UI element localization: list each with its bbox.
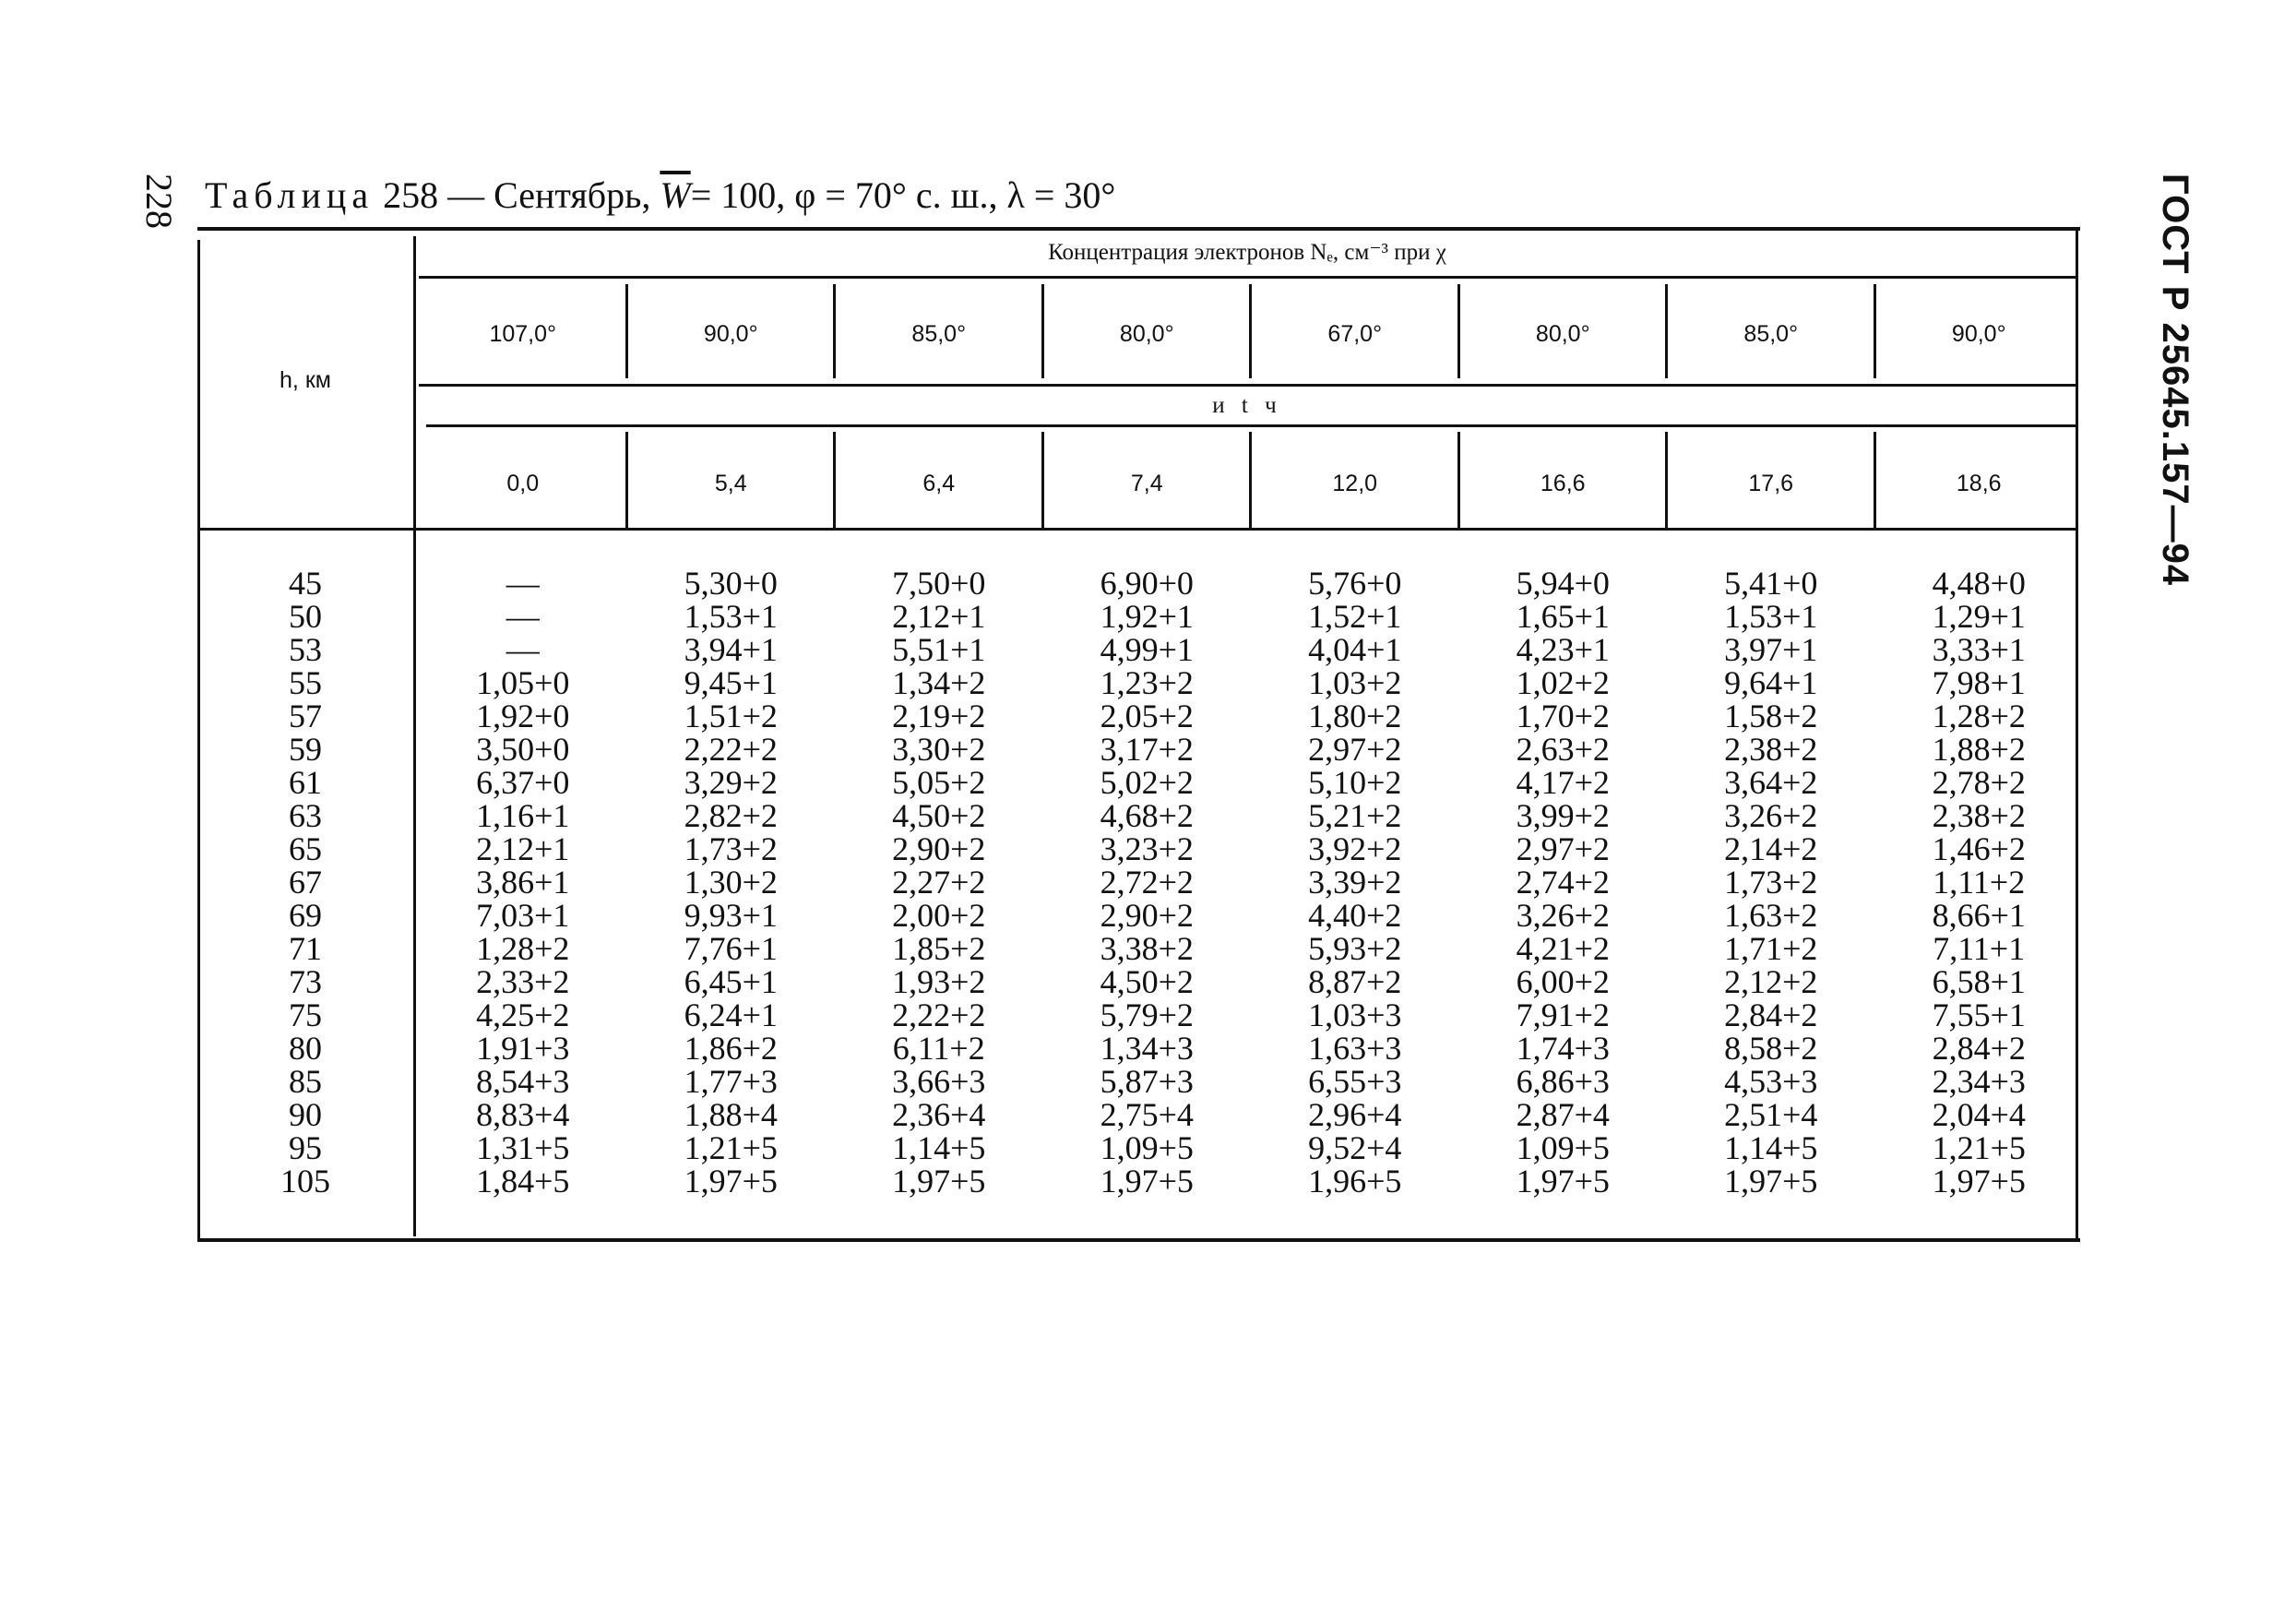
data-column bbox=[419, 567, 627, 1198]
title-w-symbol: $\overline{W}$ bbox=[660, 174, 691, 216]
concentration-cell: 9,45+1 bbox=[684, 664, 778, 701]
concentration-cell: 2,33+2 bbox=[476, 963, 570, 1000]
concentration-cell: 6,45+1 bbox=[684, 963, 778, 1000]
concentration-cell: 1,85+2 bbox=[892, 930, 986, 967]
t-column-separator bbox=[1249, 432, 1252, 528]
concentration-cell: 5,76+0 bbox=[1308, 565, 1402, 602]
concentration-cell: 1,34+3 bbox=[1100, 1030, 1194, 1067]
concentration-cell: 4,50+2 bbox=[1100, 963, 1194, 1000]
title-rest: 258 — Сентябрь, bbox=[383, 174, 651, 216]
h-column-separator bbox=[413, 236, 416, 1236]
concentration-cell: 2,22+2 bbox=[892, 996, 986, 1033]
concentration-cell: 4,25+2 bbox=[476, 996, 570, 1033]
concentration-cell: 1,84+5 bbox=[476, 1163, 570, 1199]
concentration-cell: 3,23+2 bbox=[1100, 830, 1194, 867]
chi-column-separator bbox=[1874, 284, 1876, 378]
concentration-cell: 2,87+4 bbox=[1516, 1096, 1610, 1133]
chi-value: 85,0° bbox=[911, 321, 967, 347]
concentration-cell: 3,66+3 bbox=[892, 1063, 986, 1100]
concentration-cell: 6,37+0 bbox=[476, 764, 570, 801]
concentration-cell: 4,99+1 bbox=[1100, 631, 1194, 668]
concentration-cell: 6,11+2 bbox=[892, 1030, 985, 1067]
chi-row-line bbox=[419, 384, 2076, 387]
concentration-cell: 5,87+3 bbox=[1100, 1063, 1194, 1100]
chi-column-separator bbox=[1249, 284, 1252, 378]
concentration-cell: 2,82+2 bbox=[684, 797, 778, 834]
height-cell: 57 bbox=[289, 698, 322, 734]
concentration-cell: 1,14+5 bbox=[1724, 1129, 1818, 1166]
concentration-cell: 4,68+2 bbox=[1100, 797, 1194, 834]
concentration-cell: 2,00+2 bbox=[892, 897, 986, 934]
height-cell: 67 bbox=[289, 864, 322, 901]
concentration-cell: 4,50+2 bbox=[892, 797, 986, 834]
concentration-cell: 2,75+4 bbox=[1100, 1096, 1194, 1133]
concentration-cell: 5,02+2 bbox=[1100, 764, 1194, 801]
concentration-cell: 1,51+2 bbox=[684, 698, 778, 734]
concentration-cell: 3,33+1 bbox=[1932, 631, 2026, 668]
data-column bbox=[1043, 567, 1252, 1198]
concentration-cell: 3,38+2 bbox=[1100, 930, 1194, 967]
data-table bbox=[197, 227, 2080, 1242]
concentration-cell: 8,87+2 bbox=[1308, 963, 1402, 1000]
concentration-cell: 8,54+3 bbox=[476, 1063, 570, 1100]
concentration-cell: 5,21+2 bbox=[1308, 797, 1402, 834]
concentration-cell: 1,97+5 bbox=[892, 1163, 986, 1199]
concentration-cell: 1,21+5 bbox=[684, 1129, 778, 1166]
concentration-cell: 2,78+2 bbox=[1932, 764, 2026, 801]
concentration-cell: 1,88+2 bbox=[1932, 731, 2026, 768]
concentration-cell: 5,30+0 bbox=[684, 565, 778, 602]
concentration-cell: 3,17+2 bbox=[1100, 731, 1194, 768]
concentration-cell: 2,34+3 bbox=[1932, 1063, 2026, 1100]
group-header: Концентрация электронов Nₑ, см⁻³ при χ bbox=[1048, 240, 1446, 265]
data-column bbox=[1459, 567, 1668, 1198]
chi-column-separator bbox=[833, 284, 836, 378]
concentration-cell: 5,51+1 bbox=[892, 631, 986, 668]
t-column-separator bbox=[1457, 432, 1460, 528]
concentration-cell: 4,23+1 bbox=[1516, 631, 1610, 668]
data-column bbox=[627, 567, 836, 1198]
concentration-cell: 2,96+4 bbox=[1308, 1096, 1402, 1133]
concentration-cell: 1,97+5 bbox=[1100, 1163, 1194, 1199]
concentration-cell: 2,04+4 bbox=[1932, 1096, 2026, 1133]
t-value: 12,0 bbox=[1332, 471, 1378, 496]
concentration-cell: 6,24+1 bbox=[684, 996, 778, 1033]
height-cell: 65 bbox=[289, 830, 322, 867]
height-cell: 59 bbox=[289, 731, 322, 768]
concentration-cell: 7,76+1 bbox=[684, 930, 778, 967]
concentration-cell: 2,05+2 bbox=[1100, 698, 1194, 734]
concentration-cell: 3,86+1 bbox=[476, 864, 570, 901]
concentration-cell: 1,92+1 bbox=[1100, 598, 1194, 635]
data-column bbox=[1667, 567, 1875, 1198]
t-value: 18,6 bbox=[1956, 471, 2002, 496]
t-column-separator bbox=[625, 432, 628, 528]
concentration-cell: 7,50+0 bbox=[892, 565, 986, 602]
concentration-cell: 2,84+2 bbox=[1932, 1030, 2026, 1067]
t-column-separator bbox=[1041, 432, 1044, 528]
concentration-cell: 1,28+2 bbox=[476, 930, 570, 967]
concentration-cell: 1,03+2 bbox=[1308, 664, 1402, 701]
concentration-cell: 2,12+1 bbox=[476, 830, 570, 867]
title-prefix: Таблица bbox=[205, 174, 375, 216]
concentration-cell: 5,79+2 bbox=[1100, 996, 1194, 1033]
concentration-cell: 6,90+0 bbox=[1100, 565, 1194, 602]
t-value: 17,6 bbox=[1748, 471, 1794, 496]
concentration-cell: 2,97+2 bbox=[1308, 731, 1402, 768]
concentration-cell: 2,97+2 bbox=[1516, 830, 1610, 867]
concentration-cell: 1,97+5 bbox=[1516, 1163, 1610, 1199]
concentration-cell: 1,53+1 bbox=[1724, 598, 1818, 635]
concentration-cell: 1,93+2 bbox=[892, 963, 986, 1000]
concentration-cell: 1,23+2 bbox=[1100, 664, 1194, 701]
t-value: 6,4 bbox=[922, 471, 956, 496]
concentration-cell: 7,98+1 bbox=[1932, 664, 2026, 701]
concentration-cell: 1,88+4 bbox=[684, 1096, 778, 1133]
page-number: 228 bbox=[138, 173, 180, 229]
concentration-cell: 1,52+1 bbox=[1308, 598, 1402, 635]
concentration-cell: 1,31+5 bbox=[476, 1129, 570, 1166]
concentration-cell: 4,53+3 bbox=[1724, 1063, 1818, 1100]
t-value: 0,0 bbox=[506, 471, 540, 496]
heights-column bbox=[216, 567, 395, 1198]
concentration-cell: 1,91+3 bbox=[476, 1030, 570, 1067]
concentration-cell: 1,86+2 bbox=[684, 1030, 778, 1067]
table-title bbox=[205, 173, 1115, 217]
concentration-cell: 1,70+2 bbox=[1516, 698, 1610, 734]
concentration-cell: — bbox=[506, 565, 540, 602]
concentration-cell: — bbox=[506, 631, 540, 668]
concentration-cell: 1,77+3 bbox=[684, 1063, 778, 1100]
concentration-cell: 1,21+5 bbox=[1932, 1129, 2026, 1166]
height-cell: 61 bbox=[289, 764, 322, 801]
concentration-cell: 3,64+2 bbox=[1724, 764, 1818, 801]
concentration-cell: 5,10+2 bbox=[1308, 764, 1402, 801]
height-cell: 90 bbox=[289, 1096, 322, 1133]
concentration-cell: 1,30+2 bbox=[684, 864, 778, 901]
height-cell: 71 bbox=[289, 930, 322, 967]
height-cell: 75 bbox=[289, 996, 322, 1033]
concentration-cell: 5,93+2 bbox=[1308, 930, 1402, 967]
chi-value: 67,0° bbox=[1327, 321, 1383, 347]
t-column-separator bbox=[1874, 432, 1876, 528]
height-cell: 73 bbox=[289, 963, 322, 1000]
height-cell: 53 bbox=[289, 631, 322, 668]
concentration-cell: 2,90+2 bbox=[1100, 897, 1194, 934]
concentration-cell: 2,90+2 bbox=[892, 830, 986, 867]
concentration-cell: 7,03+1 bbox=[476, 897, 570, 934]
concentration-cell: 3,26+2 bbox=[1516, 897, 1610, 934]
concentration-cell: 1,73+2 bbox=[684, 830, 778, 867]
t-value: 16,6 bbox=[1540, 471, 1586, 496]
concentration-cell: 2,38+2 bbox=[1724, 731, 1818, 768]
concentration-cell: 1,09+5 bbox=[1516, 1129, 1610, 1166]
concentration-cell: 3,50+0 bbox=[476, 731, 570, 768]
t-value: 5,4 bbox=[714, 471, 747, 496]
concentration-cell: 1,05+0 bbox=[476, 664, 570, 701]
concentration-cell: 1,97+5 bbox=[1932, 1163, 2026, 1199]
concentration-cell: — bbox=[506, 598, 540, 635]
concentration-cell: 7,91+2 bbox=[1516, 996, 1610, 1033]
table-top-border bbox=[197, 227, 2080, 231]
chi-value: 90,0° bbox=[703, 321, 758, 347]
concentration-cell: 2,51+4 bbox=[1724, 1096, 1818, 1133]
concentration-cell: 6,55+3 bbox=[1308, 1063, 1402, 1100]
concentration-cell: 1,29+1 bbox=[1932, 598, 2026, 635]
concentration-cell: 1,58+2 bbox=[1724, 698, 1818, 734]
concentration-cell: 9,64+1 bbox=[1724, 664, 1818, 701]
concentration-cell: 8,83+4 bbox=[476, 1096, 570, 1133]
concentration-cell: 1,09+5 bbox=[1100, 1129, 1194, 1166]
concentration-cell: 1,53+1 bbox=[684, 598, 778, 635]
concentration-cell: 1,96+5 bbox=[1308, 1163, 1402, 1199]
chi-value: 107,0° bbox=[489, 321, 557, 347]
concentration-cell: 7,11+1 bbox=[1933, 930, 2026, 967]
data-column bbox=[1251, 567, 1459, 1198]
concentration-cell: 3,26+2 bbox=[1724, 797, 1818, 834]
height-cell: 85 bbox=[289, 1063, 322, 1100]
concentration-cell: 3,29+2 bbox=[684, 764, 778, 801]
t-header: и t ч bbox=[1212, 393, 1282, 418]
concentration-cell: 3,39+2 bbox=[1308, 864, 1402, 901]
concentration-cell: 3,99+2 bbox=[1516, 797, 1610, 834]
concentration-cell: 2,12+2 bbox=[1724, 963, 1818, 1000]
concentration-cell: 1,80+2 bbox=[1308, 698, 1402, 734]
concentration-cell: 1,92+0 bbox=[476, 698, 570, 734]
chi-column-separator bbox=[625, 284, 628, 378]
concentration-cell: 4,48+0 bbox=[1932, 565, 2026, 602]
concentration-cell: 5,94+0 bbox=[1516, 565, 1610, 602]
concentration-cell: 1,14+5 bbox=[892, 1129, 986, 1166]
height-cell: 55 bbox=[289, 664, 322, 701]
height-cell: 45 bbox=[289, 565, 322, 602]
concentration-cell: 2,74+2 bbox=[1516, 864, 1610, 901]
height-cell: 105 bbox=[280, 1163, 330, 1199]
t-value: 7,4 bbox=[1130, 471, 1163, 496]
title-params: = 100, φ = 70° с. ш., λ = 30° bbox=[690, 174, 1116, 216]
concentration-cell: 2,22+2 bbox=[684, 731, 778, 768]
height-cell: 80 bbox=[289, 1030, 322, 1067]
concentration-cell: 1,28+2 bbox=[1932, 698, 2026, 734]
chi-value: 80,0° bbox=[1535, 321, 1590, 347]
concentration-cell: 1,63+2 bbox=[1724, 897, 1818, 934]
concentration-cell: 5,41+0 bbox=[1724, 565, 1818, 602]
h-header: h, км bbox=[280, 367, 331, 393]
concentration-cell: 3,94+1 bbox=[684, 631, 778, 668]
data-column bbox=[835, 567, 1043, 1198]
concentration-cell: 1,63+3 bbox=[1308, 1030, 1402, 1067]
concentration-cell: 2,84+2 bbox=[1724, 996, 1818, 1033]
concentration-cell: 2,72+2 bbox=[1100, 864, 1194, 901]
standard-designation: ГОСТ Р 25645.157—94 bbox=[2155, 173, 2195, 587]
chi-value: 85,0° bbox=[1743, 321, 1799, 347]
t-column-separator bbox=[1665, 432, 1668, 528]
concentration-cell: 1,97+5 bbox=[684, 1163, 778, 1199]
concentration-cell: 9,52+4 bbox=[1308, 1129, 1402, 1166]
height-cell: 63 bbox=[289, 797, 322, 834]
concentration-cell: 5,05+2 bbox=[892, 764, 986, 801]
height-cell: 95 bbox=[289, 1129, 322, 1166]
concentration-cell: 1,02+2 bbox=[1516, 664, 1610, 701]
concentration-cell: 2,12+1 bbox=[892, 598, 986, 635]
chi-value: 80,0° bbox=[1119, 321, 1174, 347]
concentration-cell: 1,16+1 bbox=[476, 797, 570, 834]
concentration-cell: 6,00+2 bbox=[1516, 963, 1610, 1000]
concentration-cell: 2,36+4 bbox=[892, 1096, 986, 1133]
chi-column-separator bbox=[1041, 284, 1044, 378]
group-header-line bbox=[419, 276, 2076, 279]
concentration-cell: 4,21+2 bbox=[1516, 930, 1610, 967]
concentration-cell: 1,34+2 bbox=[892, 664, 986, 701]
chi-value: 90,0° bbox=[1951, 321, 2006, 347]
concentration-cell: 2,19+2 bbox=[892, 698, 986, 734]
chi-column-separator bbox=[1457, 284, 1460, 378]
concentration-cell: 8,58+2 bbox=[1724, 1030, 1818, 1067]
concentration-cell: 1,11+2 bbox=[1933, 864, 2026, 901]
concentration-cell: 2,38+2 bbox=[1932, 797, 2026, 834]
table-bottom-border bbox=[197, 1238, 2080, 1242]
concentration-cell: 2,14+2 bbox=[1724, 830, 1818, 867]
concentration-cell: 2,27+2 bbox=[892, 864, 986, 901]
concentration-cell: 1,73+2 bbox=[1724, 864, 1818, 901]
chi-column-separator bbox=[1665, 284, 1668, 378]
height-cell: 50 bbox=[289, 598, 322, 635]
concentration-cell: 8,66+1 bbox=[1932, 897, 2026, 934]
concentration-cell: 3,92+2 bbox=[1308, 830, 1402, 867]
concentration-cell: 1,71+2 bbox=[1724, 930, 1818, 967]
concentration-cell: 9,93+1 bbox=[684, 897, 778, 934]
concentration-cell: 1,65+1 bbox=[1516, 598, 1610, 635]
concentration-cell: 7,55+1 bbox=[1932, 996, 2026, 1033]
concentration-cell: 1,46+2 bbox=[1932, 830, 2026, 867]
concentration-cell: 4,17+2 bbox=[1516, 764, 1610, 801]
t-column-separator bbox=[833, 432, 836, 528]
table-left-border bbox=[197, 240, 200, 1240]
data-column bbox=[1875, 567, 2084, 1198]
concentration-cell: 3,97+1 bbox=[1724, 631, 1818, 668]
height-cell: 69 bbox=[289, 897, 322, 934]
concentration-cell: 3,30+2 bbox=[892, 731, 986, 768]
header-bottom-line bbox=[200, 528, 2076, 531]
concentration-cell: 1,03+3 bbox=[1308, 996, 1402, 1033]
concentration-cell: 4,40+2 bbox=[1308, 897, 1402, 934]
concentration-cell: 2,63+2 bbox=[1516, 731, 1610, 768]
t-header-line bbox=[426, 424, 2076, 427]
concentration-cell: 1,74+3 bbox=[1516, 1030, 1610, 1067]
concentration-cell: 6,58+1 bbox=[1932, 963, 2026, 1000]
concentration-cell: 1,97+5 bbox=[1724, 1163, 1818, 1199]
concentration-cell: 4,04+1 bbox=[1308, 631, 1402, 668]
concentration-cell: 6,86+3 bbox=[1516, 1063, 1610, 1100]
